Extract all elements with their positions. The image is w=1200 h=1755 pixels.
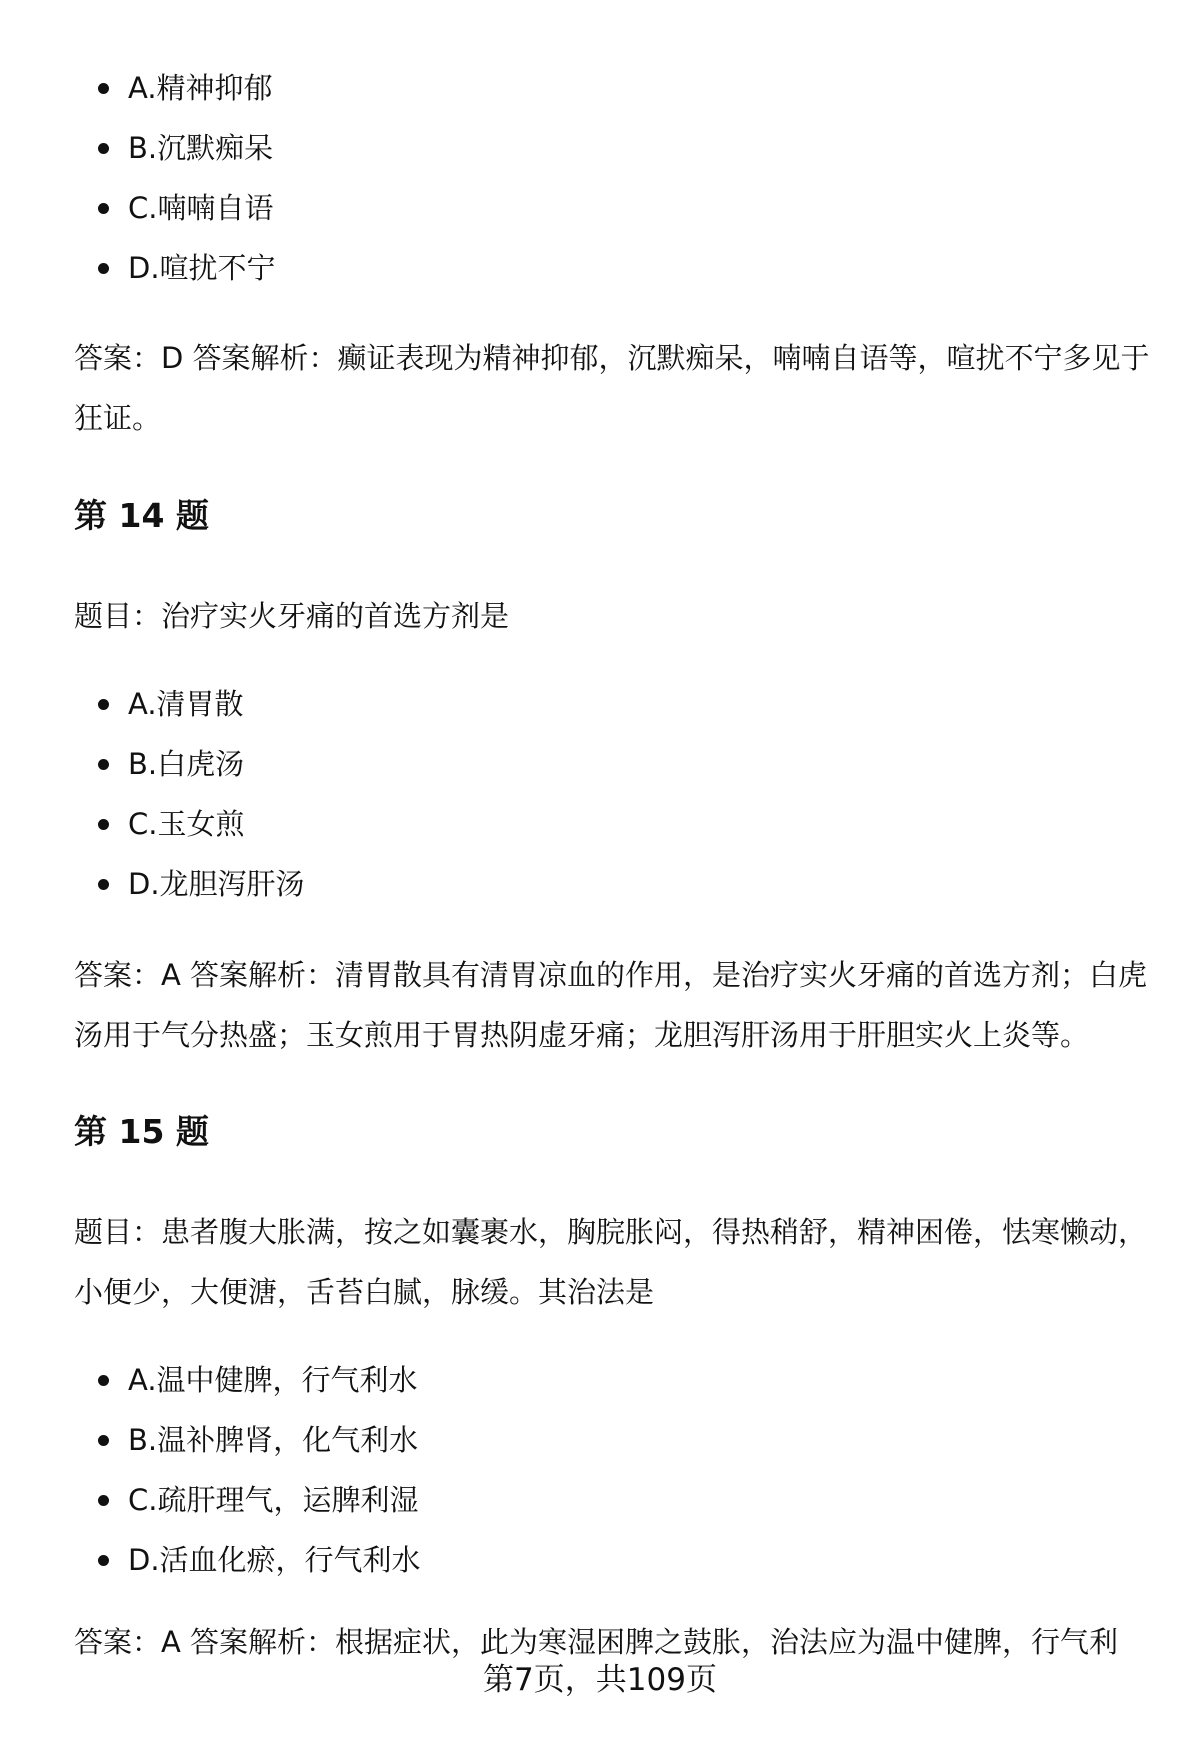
bullet-icon xyxy=(98,819,109,830)
bullet-icon xyxy=(98,759,109,770)
option-text: D.龙胆泻肝汤 xyxy=(128,867,305,901)
q15-heading: 第 15 题 xyxy=(74,1112,209,1151)
q14-question: 题目：治疗实火牙痛的首选方剂是 xyxy=(74,599,510,633)
bullet-icon xyxy=(98,1435,109,1446)
bullet-icon xyxy=(98,1555,109,1566)
q14-option-b xyxy=(98,734,305,794)
bullet-icon xyxy=(98,263,109,274)
bullet-icon xyxy=(98,1495,109,1506)
q14-option-d xyxy=(98,854,305,914)
q15-option-d xyxy=(98,1530,421,1590)
option-text: C.疏肝理气，运脾利湿 xyxy=(128,1483,419,1517)
q14-options xyxy=(98,674,305,914)
q14-answer: 答案：A 答案解析：清胃散具有清胃凉血的作用，是治疗实火牙痛的首选方剂；白虎汤用于气分热盛；玉女煎用于胃热阴虚牙痛；龙胆泻肝汤用于肝胆实火上炎等。 xyxy=(74,958,1148,1052)
q15-options xyxy=(98,1350,421,1590)
bullet-icon xyxy=(98,143,109,154)
option-text: A.精神抑郁 xyxy=(128,71,273,105)
bullet-icon xyxy=(98,699,109,710)
option-text: A.清胃散 xyxy=(128,687,244,721)
option-text: A.温中健脾，行气利水 xyxy=(128,1363,418,1397)
q13-option-b xyxy=(98,118,276,178)
q13-option-d xyxy=(98,238,276,298)
q15-option-c xyxy=(98,1470,421,1530)
page-number: 第7页，共109页 xyxy=(483,1662,717,1698)
q13-answer: 答案：D 答案解析：癫证表现为精神抑郁，沉默痴呆，喃喃自语等，喧扰不宁多见于狂证。 xyxy=(74,341,1150,435)
option-text: D.活血化瘀，行气利水 xyxy=(128,1543,421,1577)
option-text: D.喧扰不宁 xyxy=(128,251,276,285)
option-text: B.温补脾肾，化气利水 xyxy=(128,1423,419,1457)
q13-options xyxy=(98,58,276,298)
option-text: B.沉默痴呆 xyxy=(128,131,274,165)
q15-option-b xyxy=(98,1410,421,1470)
q15-question: 题目：患者腹大胀满，按之如囊裹水，胸脘胀闷，得热稍舒，精神困倦，怯寒懒动，小便少，大便溏，舌苔白腻，脉缓。其治法是 xyxy=(74,1215,1148,1309)
q15-answer: 答案：A 答案解析：根据症状，此为寒湿困脾之鼓胀，治法应为温中健脾，行气利 xyxy=(74,1625,1119,1659)
option-text: B.白虎汤 xyxy=(128,747,245,781)
q13-option-c xyxy=(98,178,276,238)
option-text: C.玉女煎 xyxy=(128,807,245,841)
bullet-icon xyxy=(98,1375,109,1386)
option-text: C.喃喃自语 xyxy=(128,191,274,225)
bullet-icon xyxy=(98,203,109,214)
q13-option-a xyxy=(98,58,276,118)
q14-option-a xyxy=(98,674,305,734)
bullet-icon xyxy=(98,83,109,94)
q14-option-c xyxy=(98,794,305,854)
bullet-icon xyxy=(98,879,109,890)
q15-option-a xyxy=(98,1350,421,1410)
q14-heading: 第 14 题 xyxy=(74,496,209,535)
